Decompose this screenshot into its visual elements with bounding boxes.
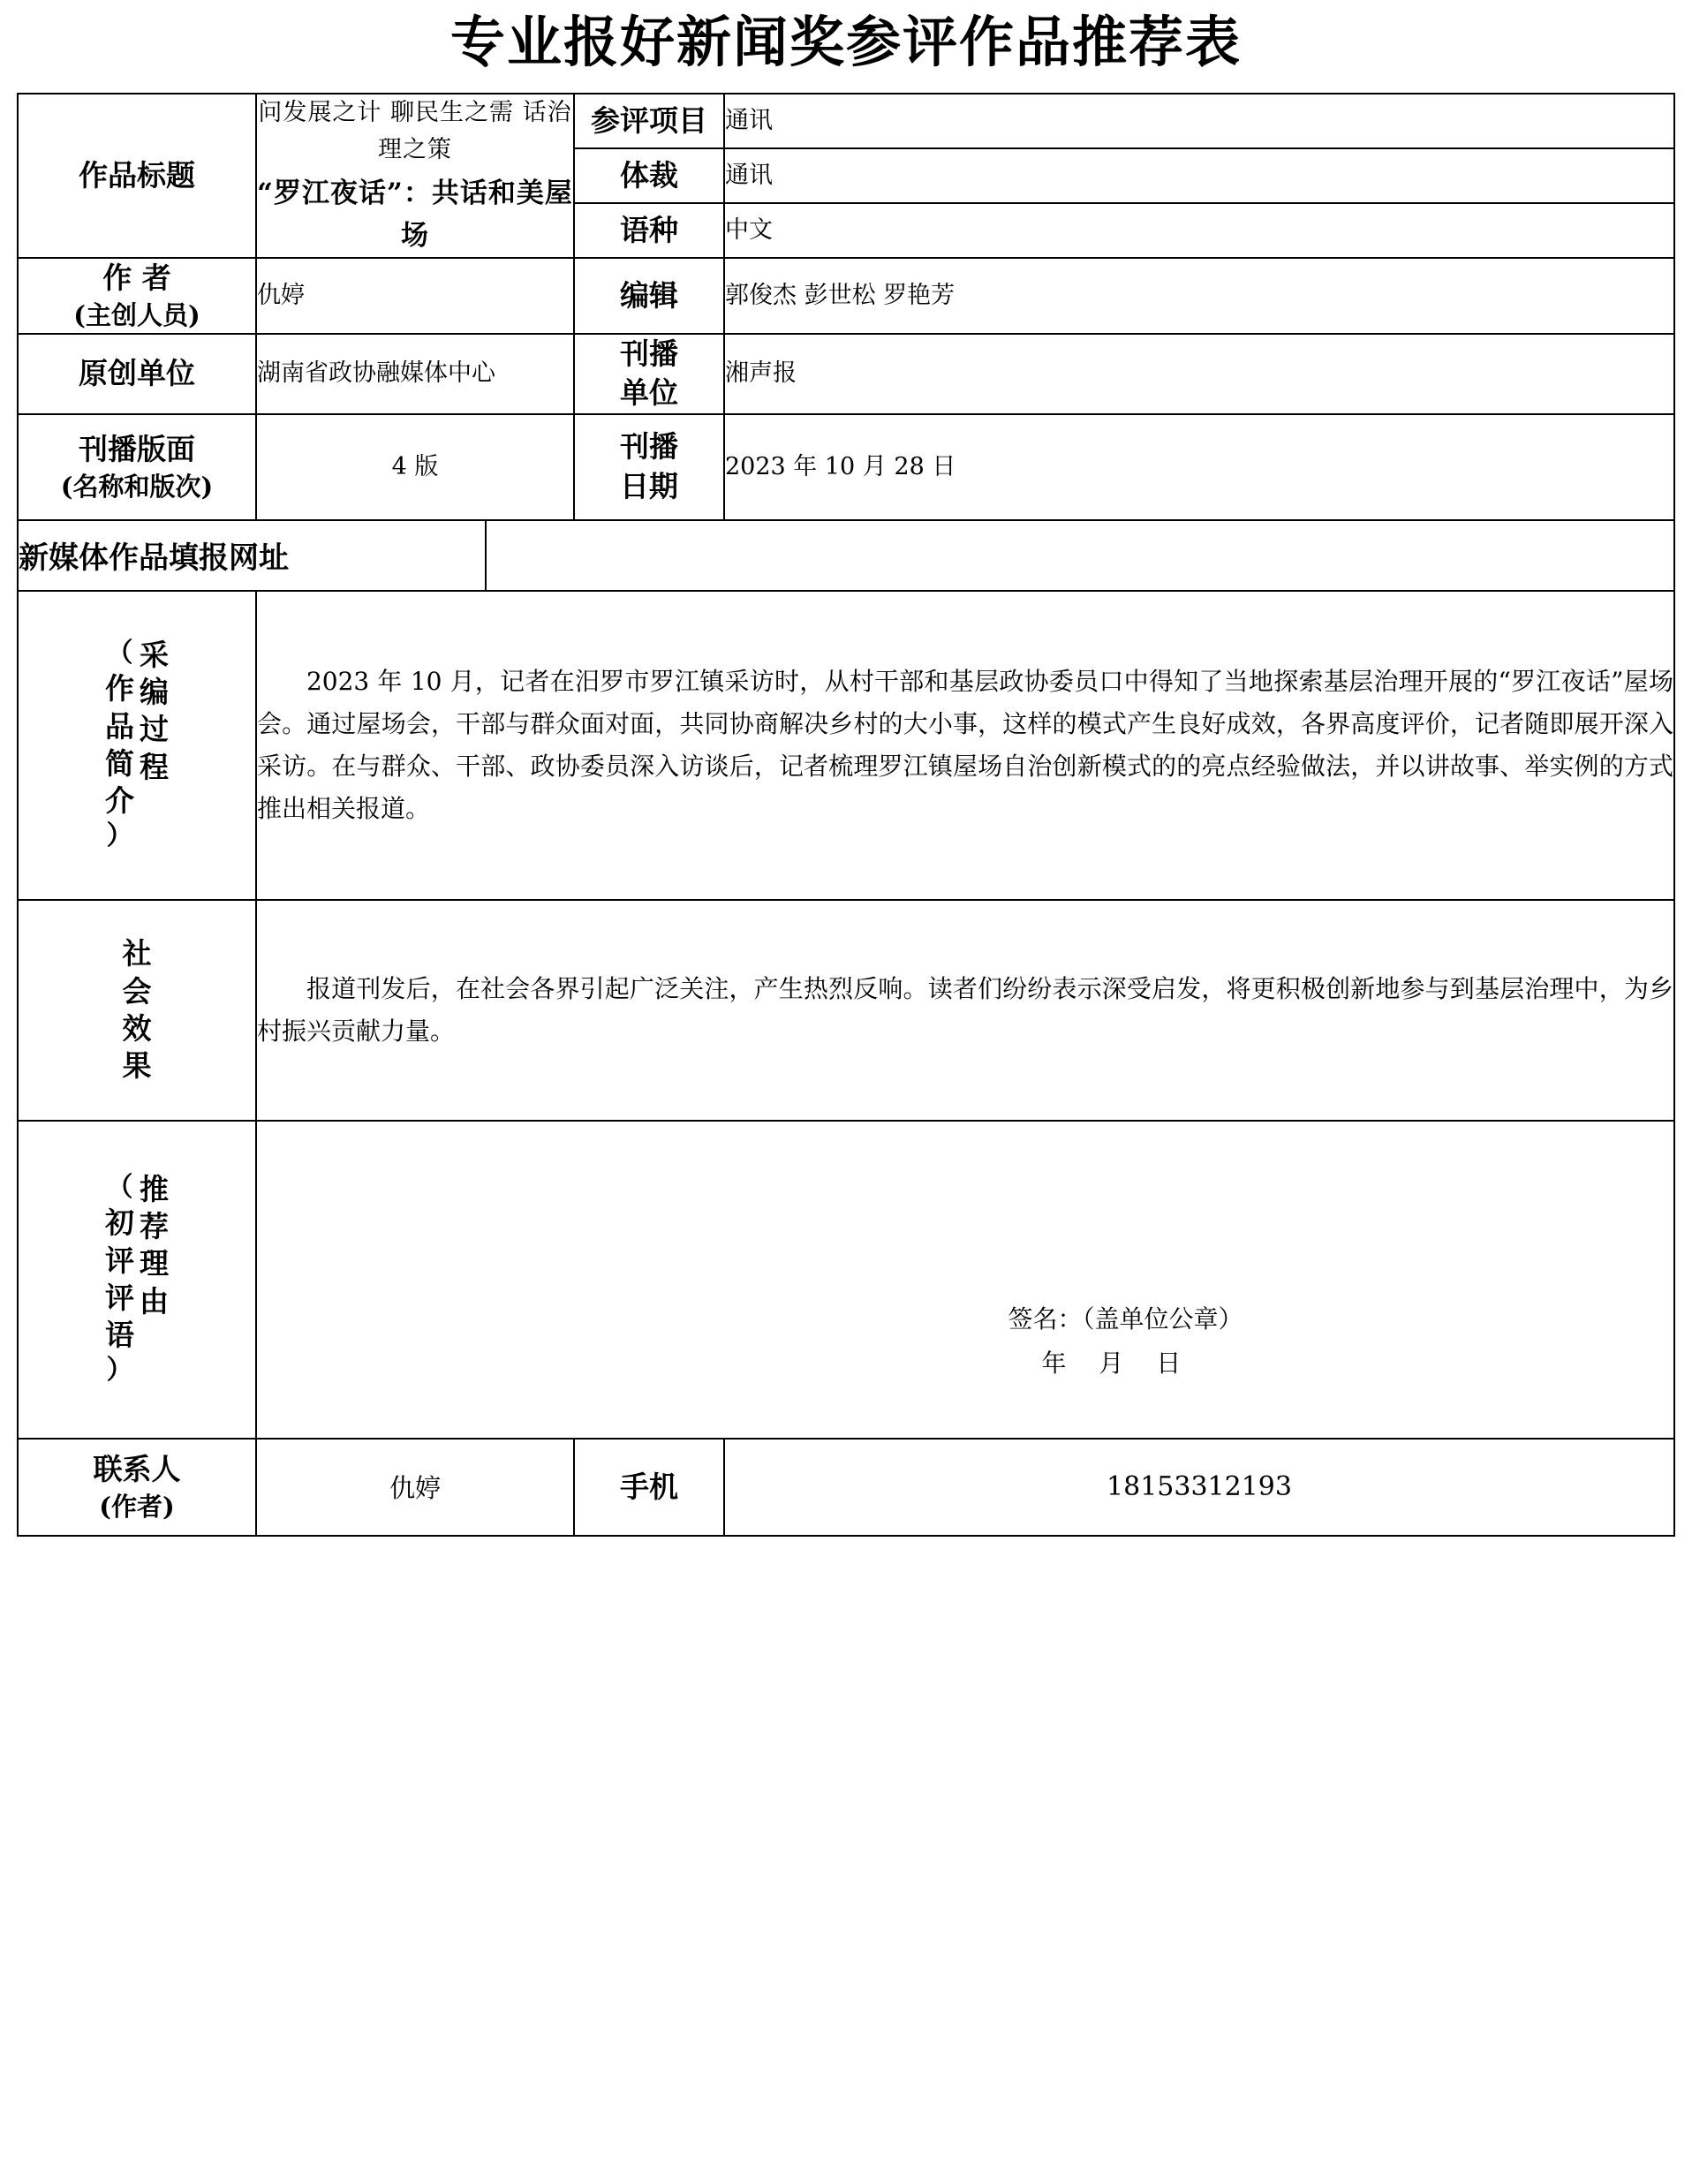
author-label — [18, 258, 256, 334]
table-row — [18, 94, 1674, 148]
recommendation-label-col1: （ 初 评 评 语 ） — [104, 1172, 134, 1387]
social-effect-label — [18, 900, 256, 1121]
origin-unit-value: 湖南省政协融媒体中心 — [256, 334, 574, 414]
editor-value: 郭俊杰 彭世松 罗艳芳 — [724, 258, 1674, 334]
table-row — [18, 900, 1674, 1121]
table-row — [18, 334, 1674, 414]
social-effect-text-cell — [256, 900, 1674, 1121]
table-row — [18, 414, 1674, 520]
publish-page-label-line2: (名称和版次) — [60, 471, 214, 502]
publish-unit-value: 湘声报 — [724, 334, 1674, 414]
publish-date-value: 2023 年 10 月 28 日 — [724, 414, 1674, 520]
mobile-label: 手机 — [574, 1439, 724, 1536]
publish-unit-label-line1: 刊播 — [620, 336, 678, 371]
editor-label: 编辑 — [574, 258, 724, 334]
social-effect-label-chars: 社 会 效 果 — [122, 936, 152, 1084]
signature-line: 签名：（盖单位公章） — [1008, 1304, 1243, 1334]
table-row — [18, 258, 1674, 334]
entry-item-label: 参评项目 — [574, 94, 724, 148]
table-row — [18, 1439, 1674, 1536]
publish-date-label-line1: 刊播 — [620, 429, 678, 465]
work-title-label: 作品标题 — [18, 94, 256, 258]
entry-item-value: 通讯 — [724, 94, 1674, 148]
work-title-subtitle: 问发展之计 聊民生之需 话治理之策 — [258, 99, 572, 164]
publish-page-label-line1: 刊播版面 — [78, 432, 195, 467]
table-row — [18, 520, 1674, 591]
table-row — [18, 1121, 1674, 1439]
language-value: 中文 — [724, 203, 1674, 258]
genre-value: 通讯 — [724, 148, 1674, 203]
recommendation-label-col2: 推 荐 理 由 — [139, 1172, 169, 1319]
mobile-value: 18153312193 — [724, 1439, 1674, 1536]
contact-label-line1: 联系人 — [93, 1452, 181, 1487]
publish-page-label — [18, 414, 256, 520]
process-label-col2: 采 编 过 程 — [139, 638, 169, 784]
recommendation-label — [18, 1121, 256, 1439]
work-title-value — [256, 94, 574, 258]
contact-value: 仇婷 — [256, 1439, 574, 1536]
social-effect-text: 报道刊发后，在社会各界引起广泛关注，产生热烈反响。读者们纷纷表示深受启发，将更积极创新地参与到基层治理中，为乡村振兴贡献力量。 — [256, 973, 1673, 1046]
new-media-url-value — [486, 520, 1674, 591]
publish-unit-label-line2: 单位 — [620, 375, 678, 411]
page-title: 专业报好新闻奖参评作品推荐表 — [449, 10, 1242, 74]
recommendation-content-cell — [256, 1121, 1674, 1439]
recommendation-form-table — [17, 93, 1675, 1537]
signature-area — [257, 1134, 1673, 1425]
process-text-cell — [256, 591, 1674, 900]
signature-date-line: 年 月 日 — [1041, 1349, 1194, 1379]
author-label-line2: (主创人员) — [73, 299, 200, 330]
contact-label-line2: (作者) — [99, 1491, 175, 1522]
work-title-main: “罗江夜话”：共话和美屋场 — [257, 177, 573, 253]
author-value: 仇婷 — [256, 258, 574, 334]
contact-label — [18, 1439, 256, 1536]
process-label-col1: （ 作 品 简 介 ） — [104, 638, 134, 852]
language-label: 语种 — [574, 203, 724, 258]
new-media-url-label: 新媒体作品填报网址 — [18, 520, 486, 591]
publish-unit-label — [574, 334, 724, 414]
genre-label: 体裁 — [574, 148, 724, 203]
publish-date-label — [574, 414, 724, 520]
publish-date-label-line2: 日期 — [620, 468, 678, 503]
origin-unit-label: 原创单位 — [18, 334, 256, 414]
process-label — [18, 591, 256, 900]
process-text: 2023 年 10 月，记者在汨罗市罗江镇采访时，从村干部和基层政协委员口中得知了当地探索基层治理开展的“罗江夜话”屋场会。通过屋场会，干部与群众面对面，共同协商解决乡村的大小事，这样的模式产生良好成效，各界高度评价，记者随即展开深入采访。在与群众、干部、政协委员深入访谈后，记者梳理罗江镇屋场自治创新模式的的亮点经验做法，并以讲故事、举实例的方式推出相关报道。 — [256, 666, 1673, 824]
author-label-line1: 作 者 — [102, 261, 171, 296]
signature-block — [1008, 1297, 1243, 1409]
document-page — [0, 11, 1692, 1537]
table-row — [18, 591, 1674, 900]
publish-page-value: 4 版 — [256, 414, 574, 520]
